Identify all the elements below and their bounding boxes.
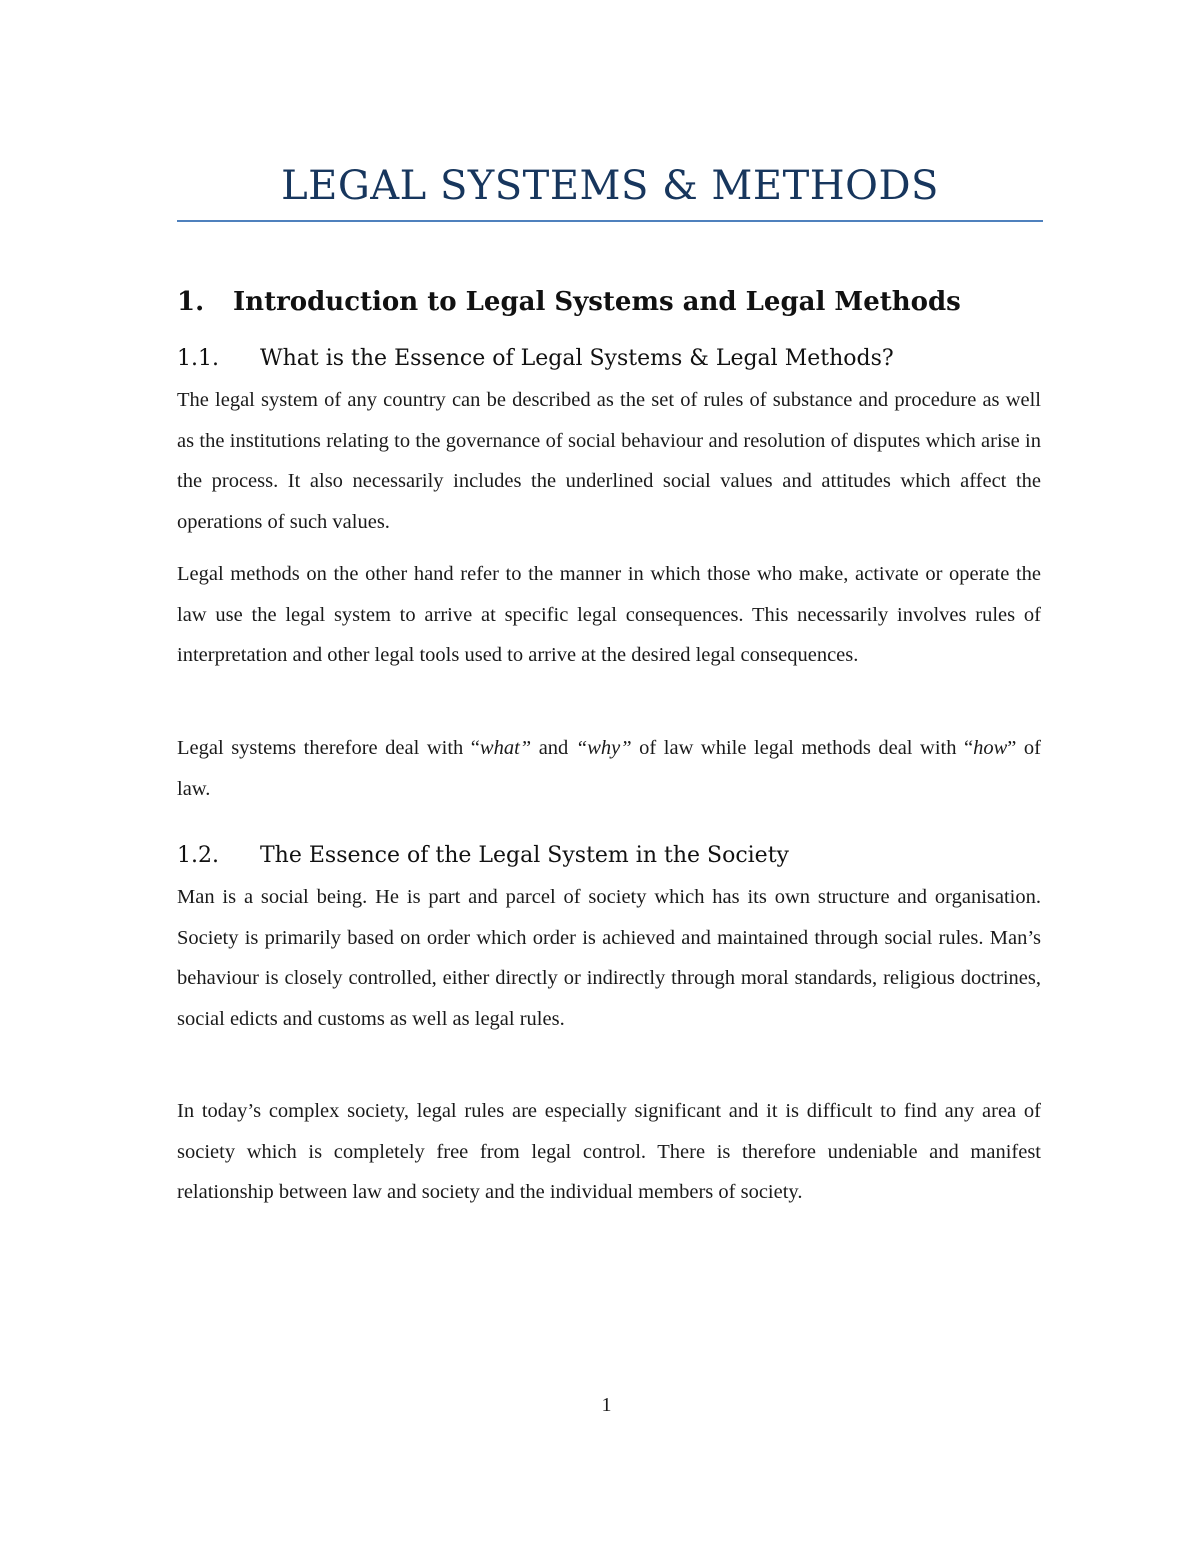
closing-text-start: Legal systems therefore deal with “	[177, 737, 480, 759]
title-underline	[177, 220, 1043, 222]
section-1-1-heading	[177, 342, 894, 376]
paragraph-legal-system-definition: The legal system of any country can be described as the set of rules of substance and procedure as well as the institutions relating to the governance of social behaviour and resolution of disputes which arise in the process. It also necessarily includes the underlined social values and attitudes which affect the operations of such values.	[177, 389, 1041, 534]
closing-text-end: ” of law.	[177, 737, 1041, 800]
section-1-title: Introduction to Legal Systems and Legal Methods	[233, 287, 961, 317]
section-1-1-title: What is the Essence of Legal Systems & Legal Methods?	[260, 346, 894, 371]
page-number: 1	[601, 1394, 612, 1416]
emphasis-how: how	[973, 737, 1008, 759]
paragraph-complex-society: In today’s complex society, legal rules are especially significant and it is difficult to find any area of society which is completely free from legal control. There is therefore undeniable and manifest relationship between law and society and the individual members of society.	[177, 1100, 1041, 1204]
section-1-2-number: 1.2.	[177, 843, 219, 868]
section-1-1-number: 1.1.	[177, 346, 219, 371]
document-title: LEGAL SYSTEMS & METHODS	[281, 163, 939, 209]
closing-text-middle: of law while legal methods deal with “	[631, 737, 974, 759]
paragraph-legal-methods-definition: Legal methods on the other hand refer to the manner in which those who make, activate or operate the law use the legal system to arrive at specific legal consequences. This necessarily involves rules of interpretation and other legal tools used to arrive at the desired legal consequences.	[177, 563, 1041, 667]
emphasis-why: “why”	[575, 737, 632, 759]
paragraph-what-why-how	[177, 728, 1041, 809]
section-1-2-title: The Essence of the Legal System in the Society	[260, 843, 789, 868]
section-1-2-heading	[177, 839, 789, 873]
section-1-number: 1.	[177, 287, 205, 317]
closing-text-and: and	[531, 737, 576, 759]
paragraph-man-social-being: Man is a social being. He is part and parcel of society which has its own structure and organisation. Society is primarily based on order which order is achieved and maintained through social rules. Man’s behaviour is closely controlled, either directly or indirectly through moral standards, religious doctrines, social edicts and customs as well as legal rules.	[177, 886, 1041, 1031]
section-1-heading	[177, 282, 961, 322]
emphasis-what: what”	[479, 737, 532, 759]
